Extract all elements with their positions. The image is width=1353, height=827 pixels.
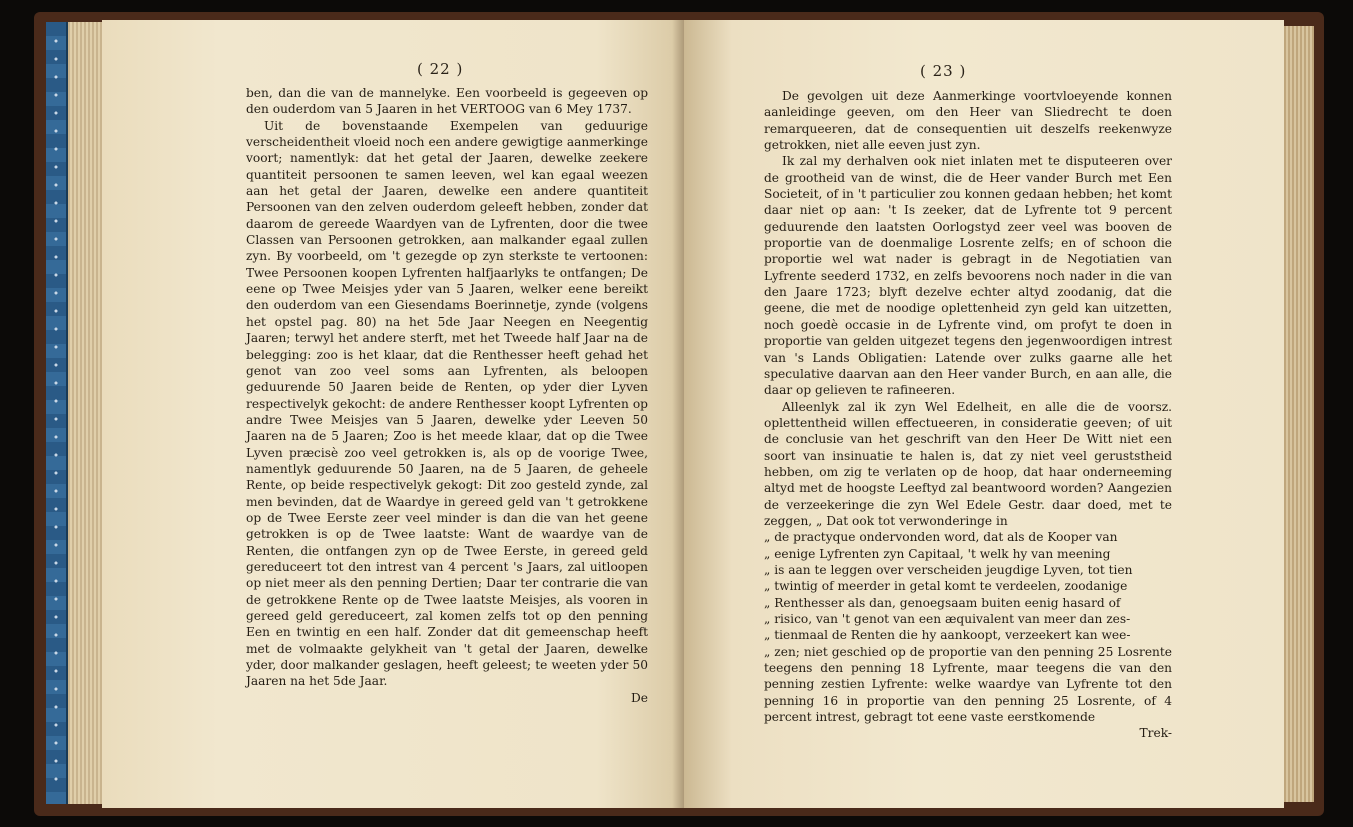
page-number: ( 23 ) [920,62,967,80]
catchword: De [631,690,648,705]
catchword: Trek- [1139,726,1172,741]
quote-line: „ tienmaal de Renten die hy aankoopt, verzeekert kan wee- [764,628,1131,643]
paragraph: Alleenlyk zal ik zyn Wel Edelheit, en alle die de voorsz. oplettentheid willen effectueeren, in consideratie geeven; of uit de conclusie van het geschrift van den Heer De Witt niet een soort van insinuatie te halen is, dat zy niet veel geruststheid hebben, om zig te verlaten op de hoop, dat haar onderneeming altyd met de hoogste Leeftyd zal beantwoord worden? Aangezien de verzeekeringe die zyn Wel Edele Gestr. daar doed, met te zeggen, „ Dat ook tot verwonderinge in [764,399,1172,528]
quote-line: „ Renthesser als dan, genoegsaam buiten eenig hasard of [764,595,1121,610]
paragraph: Ik zal my derhalven ook niet inlaten met te disputeeren over de grootheid van de winst, die de Heer vander Burch met Een Societeit, of in 't particulier zou konnen gedaan hebben; het komt daar niet op aan: 't Is zeeker, dat de Lyfrente tot 9 percent geduurende den laatsten Oorlogstyd zeer veel was booven de proportie van de doenmalige Losrente zelfs; en of schoon die proportie wel wat nader is gebragt in de Negotiatien van Lyfrente seederd 1732, en zelfs bevoorens noch nader in die van den Jaare 1723; blyft dezelve echter altyd zoodanig, dat die geene, die met de noodige oplettenheid zyn geld kan uitzetten, noch goedè occasie in de Lyfrente vind, om profyt te doen in proportie van gelden uitgezet tegens den jegenwoordigen intrest van 's Lands Obligatien: Latende over zulks gaarne alle het speculative daarvan aan den Heer vander Burch, en aan alle, die daar op gelieven te rafineeren. [764,154,1172,398]
quote-line: „ twintig of meerder in getal komt te verdeelen, zoodanige [764,579,1128,594]
text-column [764,88,1172,742]
right-page [684,20,1284,808]
quote-line: „ zen; niet geschied op de proportie van den penning 25 Losrente teegens den penning 18 Lyfrente, maar teegens die van den penning zestien Lyfrente: welke waardye van Lyfrente tot den penning 16 in proportie van den penning 25 Losrente, of 4 percent intrest, gebragt tot eene vaste eerstkomende [764,644,1172,725]
paragraph: Uit de bovenstaande Exempelen van geduurige verscheidentheit vloeid noch een andere gewigtige aanmerkinge voort; namentlyk: dat het getal der Jaaren, dewelke zeekere quantiteit persoonen te samen leeven, wel kan egaal weezen aan het getal der Jaaren, dewelke een andere quantiteit Persoonen van den zelven ouderdom geleeft hebben, zonder dat daarom de gereede Waardyen van de Lyfrenten, door die twee Classen van Persoonen getrokken, aan malkander egaal zullen zyn. By voorbeeld, om 't gezegde op zyn sterkste te vertoonen: Twee Persoonen koopen Lyfrenten halfjaarlyks te ontfangen; De eene op Twee Meisjes yder van 5 Jaaren, welker eene bereikt den ouderdom van een Giesendams Boerinnetje, zynde (volgens het opstel pag. 80) na het 5de Jaar Neegen en Neegentig Jaaren; terwyl het andere sterft, met het Tweede half Jaar na de belegging: zoo is het klaar, dat die Renthesser heeft gehad het genot van zoo veel soms aan Lyfrenten, als beloopen geduurende 50 Jaaren beide de Renten, op yder dier Lyven respectivelyk gekocht: de andere Renthesser koopt Lyfrenten op andre Twee Meisjes van 5 Jaaren, dewelke yder Leeven 50 Jaaren na de 5 Jaaren; Zoo is het meede klaar, dat op die Twee Lyven præcisè zoo veel getrokken is, als op de voorige Twee, namentlyk geduurende 50 Jaaren, na de 5 Jaaren, de geheele Rente, op beide respectivelyk gekogt: Dit zoo gesteld zynde, zal men bevinden, dat de Waardye in gereed geld van 't getrokkene op de Twee Eerste zeer veel minder is dan die van het geene getrokken is op de Twee laatste: Want de waardye van de Renten, die ontfangen zyn op de Twee Eerste, in gereed geld gereduceert tot den intrest van 4 percent 's Jaars, zal uitloopen op niet meer als den penning Dertien; Daar ter contrarie die van de getrokkene Rente op de Twee laatste Meisjes, als vooren in gereed geld gereduceert, zal komen zelfs tot op den penning Een en twintig en een half. Zonder dat dit gemeenschap heeft met de volmaakte gelykheit van 't getal der Jaaren, dewelke yder, door malkander geslagen, heeft geleest; te weeten yder 50 Jaaren na het 5de Jaar. [246,118,648,689]
page-edges-left [68,22,104,804]
quote-line: „ de practyque ondervonden word, dat als de Kooper van [764,530,1118,545]
page-number: ( 22 ) [417,60,464,78]
left-page [102,20,684,808]
quote-line: „ risico, van 't genot van een æquivalent van meer dan zes- [764,612,1131,626]
book-spine [46,22,68,804]
paragraph: De gevolgen uit deze Aanmerkinge voortvloeyende konnen aanleidinge geeven, om den Heer van Sliedrecht te doen remarqueeren, dat de consequentien uit deszelfs reekenwyze getrokken, niet alle eeven just zyn. [764,89,1172,153]
paragraph: ben, dan die van de mannelyke. Een voorbeeld is gegeeven op den ouderdom van 5 Jaaren in het VERTOOG van 6 Mey 1737. [246,86,648,117]
page-edges-right [1282,26,1314,802]
text-column [246,85,648,706]
quote-line: „ eenige Lyfrenten zyn Capitaal, 't welk hy van meening [764,546,1111,561]
quote-line: „ is aan te leggen over verscheiden jeugdige Lyven, tot tien [764,562,1133,577]
